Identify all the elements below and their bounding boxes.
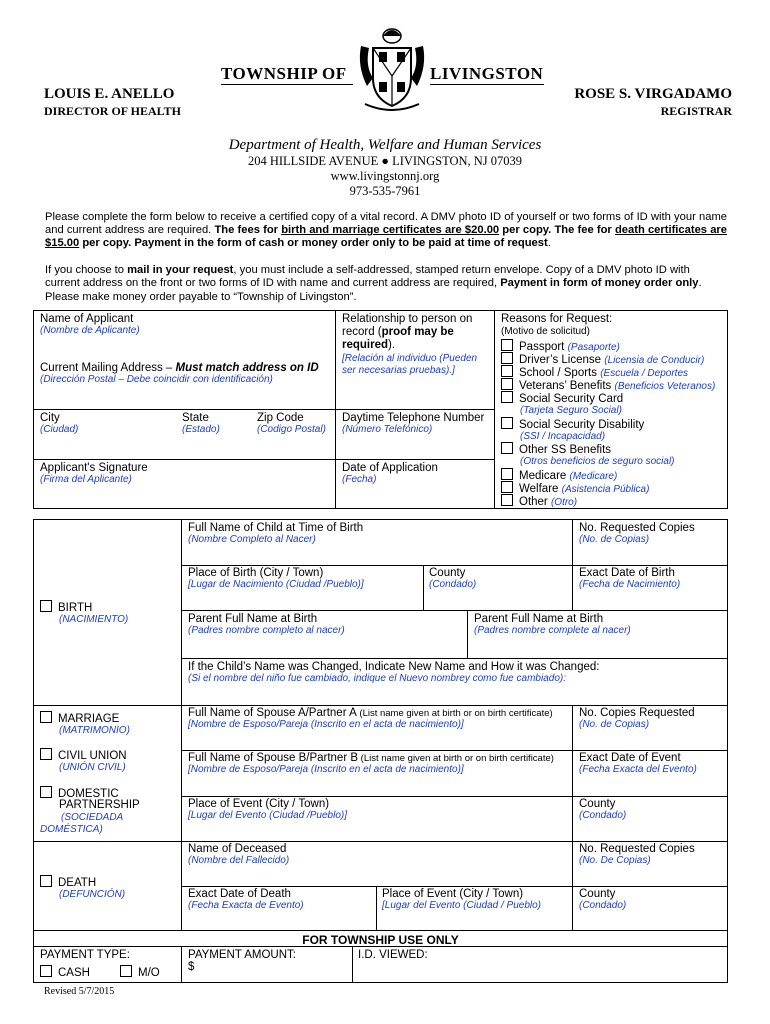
township-use-title: FOR TOWNSHIP USE ONLY (302, 933, 459, 947)
parent-1-field[interactable]: Parent Full Name at Birth (Padres nombre completo al nacer) (188, 613, 345, 636)
spouse-b-field[interactable]: Full Name of Spouse B/Partner B (List name given at birth or on birth certificate) [Nombre de Esposo/Pareja (Inscrito en el acta de nacimiento)] (188, 752, 554, 775)
cash-checkbox[interactable]: CASH (40, 965, 90, 979)
name-changed-field[interactable]: If the Child’s Name was Changed, Indicate New Name and How it was Changed: (Si el nombre del niño fue cambiado, indique el Nuevo nombrey como fue cambiado): (188, 661, 600, 684)
department-title: Department of Health, Welfare and Human Services (228, 137, 542, 153)
intro-paragraph-2: If you choose to mail in your request, you must include a self-addressed, stamped return envelope. Copy of a DMV photo ID with current address on the front or two forms of ID with name and current address are required, Payment in form of money order only. (45, 264, 702, 290)
child-name-field[interactable]: Full Name of Child at Time of Birth (Nombre Completo al Nacer) (188, 522, 364, 545)
director-title: DIRECTOR OF HEALTH (44, 104, 181, 118)
payment-type-label: PAYMENT TYPE: (40, 949, 130, 961)
signature-field[interactable]: Applicant's Signature (Firma del Aplicante) (40, 462, 148, 485)
reason-veterans-benefits[interactable]: Veterans’ Benefits (Beneficios Veteranos) (501, 378, 715, 392)
state-field[interactable]: State (Estado) (182, 412, 220, 435)
department-website: www.livingstonnj.org (330, 169, 440, 183)
death-date-field[interactable]: Exact Date of Death (Fecha Exacta de Evento) (188, 888, 304, 911)
reason-other-ss-es: (Otros beneficios de seguro social) (520, 456, 675, 467)
reasons-title-es: (Motivo de solicitud) (501, 326, 590, 337)
township-seal-icon (357, 26, 427, 112)
domestic-partnership-es-2: DOMÉSTICA) (40, 824, 103, 835)
domestic-partnership-es-1: (SOCIEDADA (61, 812, 124, 823)
reason-school-sports[interactable]: School / Sports (Escuela / Deportes (501, 365, 688, 379)
application-date-field[interactable]: Date of Application (Fecha) (342, 462, 438, 485)
event-date-field[interactable]: Exact Date of Event (Fecha Exacta del Evento) (579, 752, 697, 775)
reason-medicare[interactable]: Medicare (Medicare) (501, 468, 617, 482)
intro-paragraph-1: Please complete the form below to receive a certified copy of a vital record. A DMV photo ID of yourself or two forms of ID with your name and current address are required. The fees for birth and marriage certificates are $20.00 per copy. The fee for death certificates are $15.00 per copy. Payment in the form of cash or money order only to be paid at time of request. (45, 211, 727, 250)
reason-ssd-es: (SSI / Incapacidad) (520, 431, 606, 442)
zip-field[interactable]: Zip Code (Codigo Postal) (257, 412, 326, 435)
township-right: LIVINGSTON (430, 64, 544, 83)
money-order-checkbox[interactable]: M/O (120, 965, 160, 979)
spouse-a-field[interactable]: Full Name of Spouse A/Partner A (List name given at birth or on birth certificate) [Nombre de Esposo/Pareja (Inscrito en el acta de nacimiento)] (188, 707, 553, 730)
death-checkbox-es: (DEFUNCIÓN) (59, 889, 126, 900)
reason-welfare[interactable]: Welfare (Asistencia Pública) (501, 481, 649, 495)
reason-other-ss-benefits[interactable]: Other SS Benefits (501, 442, 611, 456)
birth-copies-field[interactable]: No. Requested Copies (No. de Copias) (579, 522, 695, 545)
city-field[interactable]: City (Ciudad) (40, 412, 79, 435)
township-left: TOWNSHIP OF (221, 64, 347, 83)
death-copies-field[interactable]: No. Requested Copies (No. De Copias) (579, 843, 695, 866)
reason-other[interactable]: Other (Otro) (501, 494, 577, 508)
applicant-name-field[interactable]: Name of Applicant (Nombre de Aplicante) (40, 313, 140, 336)
deceased-name-field[interactable]: Name of Deceased (Nombre del Fallecido) (188, 843, 290, 866)
revised-date: Revised 5/7/2015 (44, 986, 115, 997)
department-address: 204 HILLSIDE AVENUE ● LIVINGSTON, NJ 07039 (247, 154, 523, 168)
death-checkbox[interactable]: DEATH (40, 875, 96, 889)
reasons-title: Reasons for Request: (501, 313, 613, 325)
domestic-partnership-label-2: PARTNERSHIP (59, 799, 140, 811)
mailing-address-field[interactable]: Current Mailing Address – Must match address on ID (Dirección Postal – Debe coincidir con identificación) (40, 362, 319, 385)
birth-place-field[interactable]: Place of Birth (City / Town) [Lugar de Nacimiento (Ciudad /Pueblo)] (188, 567, 364, 590)
domestic-partnership-checkbox[interactable]: DOMESTIC (40, 786, 119, 800)
event-place-field[interactable]: Place of Event (City / Town) [Lugar del Evento (Ciudad /Pueblo)] (188, 798, 347, 821)
parent-2-field[interactable]: Parent Full Name at Birth (Padres nombre complete al nacer) (474, 613, 631, 636)
intro-paragraph-3: Please make money order payable to “Township of Livingston”. (45, 291, 357, 303)
birth-date-field[interactable]: Exact Date of Birth (Fecha de Nacimiento) (579, 567, 681, 590)
director-name: LOUIS E. ANELLO (44, 86, 175, 102)
birth-county-field[interactable]: County (Condado) (429, 567, 477, 590)
department-phone: 973-535-7961 (349, 184, 421, 198)
registrar-name: ROSE S. VIRGADAMO (574, 86, 732, 102)
reason-ss-disability[interactable]: Social Security Disability (501, 417, 644, 431)
registrar-title: REGISTRAR (660, 104, 732, 118)
payment-amount-field[interactable]: PAYMENT AMOUNT: $ (188, 949, 296, 973)
relationship-field[interactable]: Relationship to person on record (proof may be required). [Relación al individuo (Pueden ser necesarias pruebas).] (342, 313, 478, 376)
reason-ssc-es: (Tarjeta Seguro Social) (520, 405, 622, 416)
civil-union-checkbox-es: (UNIÓN CIVIL) (59, 762, 126, 773)
birth-checkbox-es: (NACIMIENTO) (59, 614, 129, 625)
civil-union-checkbox[interactable]: CIVIL UNION (40, 748, 127, 762)
reason-social-security-card[interactable]: Social Security Card (501, 391, 623, 405)
id-viewed-field[interactable]: I.D. VIEWED: (358, 949, 428, 961)
birth-checkbox[interactable]: BIRTH (40, 600, 92, 614)
daytime-phone-field[interactable]: Daytime Telephone Number (Número Telefónico) (342, 412, 485, 435)
reason-passport[interactable]: Passport (Pasaporte) (501, 339, 620, 353)
death-place-field[interactable]: Place of Event (City / Town) [Lugar del Evento (Ciudad / Pueblo) (382, 888, 541, 911)
event-county-field[interactable]: County (Condado) (579, 798, 627, 821)
marriage-checkbox[interactable]: MARRIAGE (40, 711, 119, 725)
reason-drivers-license[interactable]: Driver’s License (Licensia de Conducir) (501, 352, 704, 366)
death-county-field[interactable]: County (Condado) (579, 888, 627, 911)
marriage-copies-field[interactable]: No. Copies Requested (No. de Copias) (579, 707, 695, 730)
marriage-checkbox-es: (MATRIMONIO) (59, 725, 130, 736)
